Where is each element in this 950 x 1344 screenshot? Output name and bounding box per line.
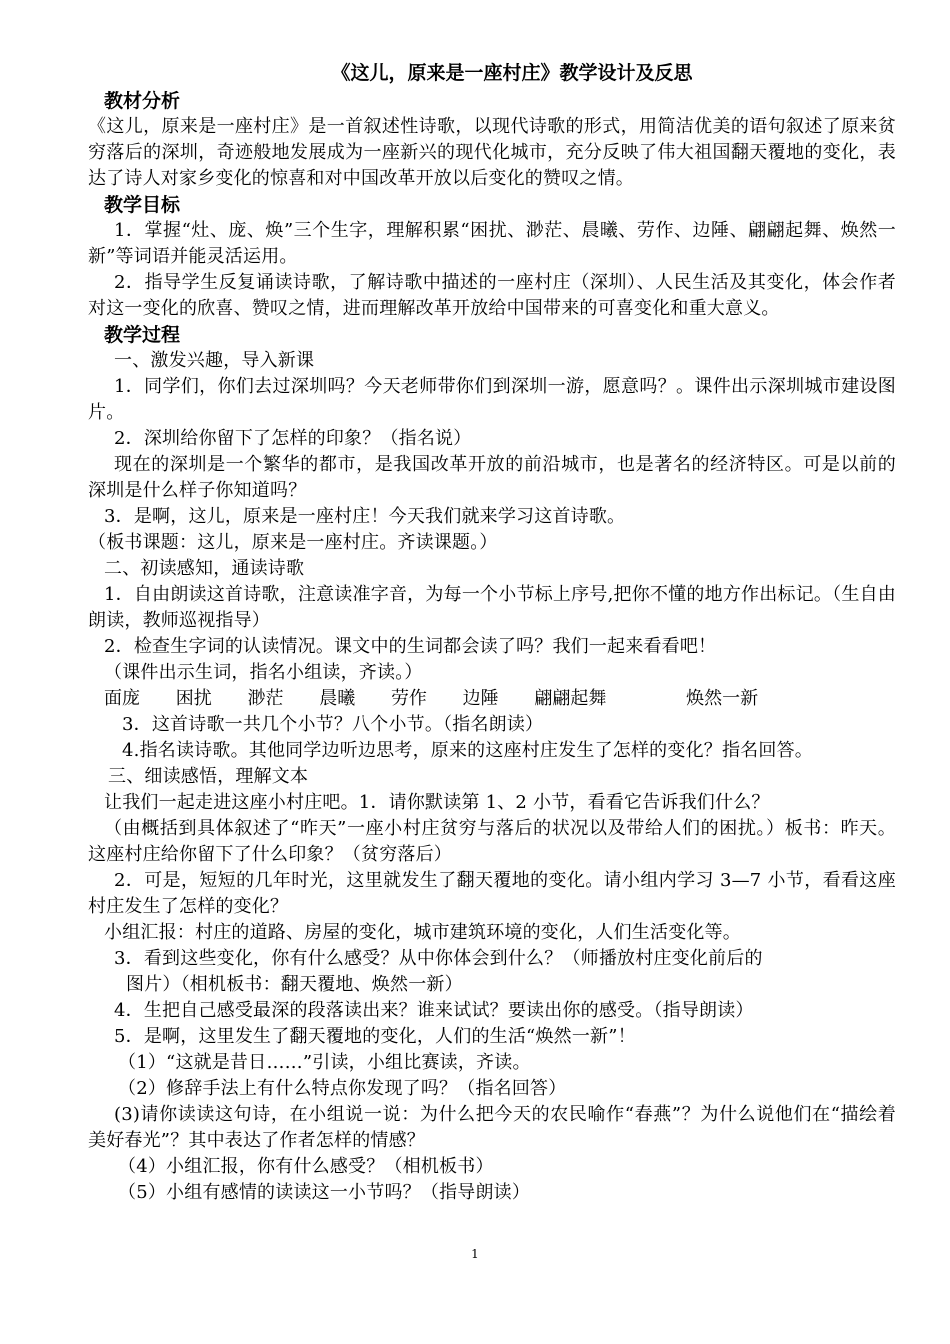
paragraph: 图片）（相机板书：翻天覆地、焕然一新） xyxy=(126,974,463,995)
subheading: 二、初读感知，通读诗歌 xyxy=(104,558,305,579)
paragraph: （由概括到具体叙述了“昨天”一座小村庄贫穷与落后的状况以及带给人们的困扰。）板书：昨天。这座村庄给你留下了什么印象？（贫穷落后） xyxy=(88,818,896,865)
vocabulary-word: 渺茫 xyxy=(247,688,284,709)
paragraph: （4）小组汇报，你有什么感受？（相机板书） xyxy=(118,1156,494,1177)
paragraph: 现在的深圳是一个繁华的都市，是我国改革开放的前沿城市，也是著名的经济特区。可是以前的深圳是什么样子你知道吗？ xyxy=(88,454,896,501)
subheading: 一、激发兴趣，导入新课 xyxy=(114,350,315,371)
paragraph: 2．可是，短短的几年时光，这里就发生了翻天覆地的变化。请小组内学习 3—7 小节，看看这座村庄发生了怎样的变化？ xyxy=(88,870,896,917)
paragraph: (3)请你读读这句诗，在小组说一说：为什么把今天的农民喻作“春燕”？为什么说他们在“描绘着美好春光”？其中表达了作者怎样的情感？ xyxy=(88,1104,896,1151)
page-number: 1 xyxy=(471,1247,479,1261)
section-heading-textbook-analysis: 教材分析 xyxy=(104,90,181,112)
paragraph: 《这儿，原来是一座村庄》是一首叙述性诗歌，以现代诗歌的形式，用简洁优美的语句叙述了原来贫穷落后的深圳，奇迹般地发展成为一座新兴的现代化城市，充分反映了伟大祖国翻天覆地的变化，表达了诗人对家乡变化的惊喜和对中国改革开放以后变化的赞叹之情。 xyxy=(88,116,896,189)
paragraph: 3．看到这些变化，你有什么感受？从中你体会到什么？（师播放村庄变化前后的 xyxy=(114,948,763,969)
paragraph: 2．指导学生反复诵读诗歌，了解诗歌中描述的一座村庄（深圳）、人民生活及其变化，体会作者对这一变化的欣喜、赞叹之情，进而理解改革开放给中国带来的可喜变化和重大意义。 xyxy=(88,272,896,319)
vocabulary-word: 晨曦 xyxy=(319,688,356,709)
paragraph: （1）“这就是昔日……”引读，小组比赛读，齐读。 xyxy=(118,1052,531,1073)
paragraph: 4．生把自己感受最深的段落读出来？谁来试试？要读出你的感受。（指导朗读） xyxy=(114,1000,754,1021)
vocabulary-word: 困扰 xyxy=(175,688,212,709)
vocabulary-word: 翩翩起舞 xyxy=(534,688,607,709)
paragraph: （5）小组有感情的读读这一小节吗？（指导朗读） xyxy=(118,1182,531,1203)
vocabulary-word: 焕然一新 xyxy=(686,688,759,709)
section-heading-teaching-process: 教学过程 xyxy=(104,324,181,346)
paragraph: 2．检查生字词的认读情况。课文中的生词都会读了吗？我们一起来看看吧！ xyxy=(104,636,717,657)
paragraph: 3．这首诗歌一共几个小节？八个小节。（指名朗读） xyxy=(122,714,544,735)
subheading: 三、细读感悟，理解文本 xyxy=(108,766,309,787)
paragraph: 1．掌握“灶、庞、焕”三个生字，理解积累“困扰、渺茫、晨曦、劳作、边陲、翩翩起舞、焕然一新”等词语并能灵活运用。 xyxy=(88,220,896,267)
paragraph: 1．自由朗读这首诗歌，注意读准字音，为每一个小节标上序号,把你不懂的地方作出标记。（生自由朗读，教师巡视指导） xyxy=(88,584,896,631)
paragraph: 小组汇报：村庄的道路、房屋的变化，城市建筑环境的变化，人们生活变化等。 xyxy=(104,922,741,943)
paragraph: （课件出示生词，指名小组读，齐读。） xyxy=(104,662,423,683)
vocabulary-word: 面庞 xyxy=(104,688,140,709)
section-heading-teaching-goals: 教学目标 xyxy=(104,194,181,216)
document-title: 《这儿，原来是一座村庄》教学设计及反思 xyxy=(331,62,693,84)
paragraph: 1．同学们，你们去过深圳吗？今天老师带你们到深圳一游，愿意吗？。课件出示深圳城市建设图片。 xyxy=(88,376,896,423)
paragraph: 让我们一起走进这座小村庄吧。1．请你默读第 1、2 小节，看看它告诉我们什么？ xyxy=(104,792,770,813)
paragraph: 3．是啊，这儿，原来是一座村庄！今天我们就来学习这首诗歌。 xyxy=(104,506,626,527)
paragraph: （2）修辞手法上有什么特点你发现了吗？（指名回答） xyxy=(118,1078,567,1099)
paragraph: （板书课题：这儿，原来是一座村庄。齐读课题。） xyxy=(88,532,498,553)
vocabulary-word: 边陲 xyxy=(462,688,499,709)
vocabulary-word: 劳作 xyxy=(390,688,427,709)
paragraph: 4.指名读诗歌。其他同学边听边思考，原来的这座村庄发生了怎样的变化？指名回答。 xyxy=(122,740,813,761)
paragraph: 5．是啊，这里发生了翻天覆地的变化，人们的生活“焕然一新”！ xyxy=(114,1026,636,1047)
document-page xyxy=(88,58,896,1206)
paragraph: 2．深圳给你留下了怎样的印象？（指名说） xyxy=(114,428,472,449)
vocabulary-list xyxy=(88,686,896,712)
